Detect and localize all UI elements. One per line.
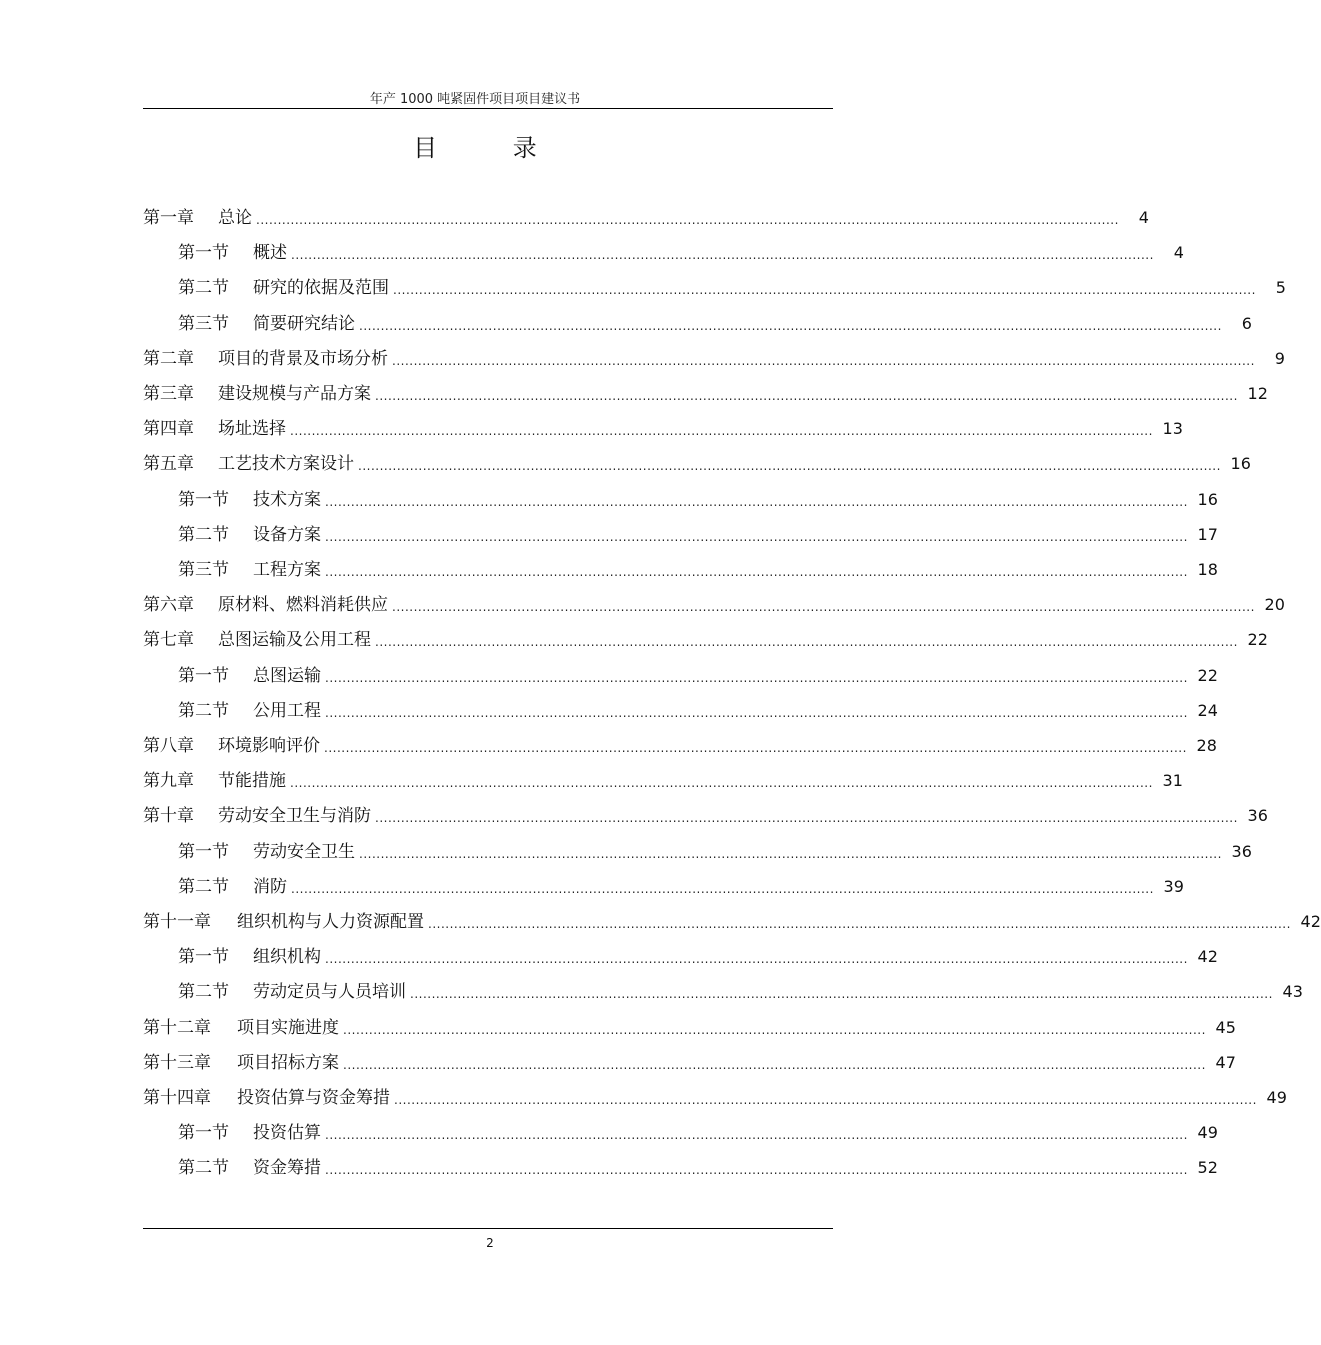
toc-entry-5[interactable] [143,344,1285,370]
toc-entry-number: 第五章 [143,454,194,475]
toc-entry-title: 建设规模与产品方案 [218,384,371,404]
toc-entry-22[interactable] [178,942,1218,968]
toc-dot-leader: ........................................................................................................................................................................................................ [410,987,1273,1002]
toc-entry-number: 第二节 [178,278,229,299]
toc-entry-page: 43 [1282,982,1303,1002]
toc-entry-number: 第二章 [143,348,194,369]
toc-entry-24[interactable] [143,1013,1236,1039]
toc-entry-title: 总图运输及公用工程 [218,630,371,651]
toc-entry-number: 第九章 [143,771,194,792]
toc-dot-leader: ........................................................................................................................................................................................................ [325,494,1188,509]
toc-entry-page: 22 [1247,630,1268,650]
toc-entry-2[interactable] [178,238,1184,264]
toc-entry-number: 第一节 [178,1123,229,1144]
toc-entry-number: 第二节 [178,982,229,1003]
toc-entry-page: 9 [1274,348,1285,368]
toc-entry-page: 16 [1230,454,1251,474]
toc-entry-10[interactable] [178,520,1218,546]
toc-entry-title: 组织机构与人力资源配置 [237,912,424,932]
toc-entry-number: 第十四章 [143,1088,211,1108]
toc-entry-number: 第三章 [143,384,194,404]
toc-entry-14[interactable] [178,661,1218,687]
toc-entry-28[interactable] [178,1153,1218,1179]
toc-dot-leader: ........................................................................................................................................................................................................ [291,881,1154,896]
toc-entry-title: 设备方案 [253,524,321,545]
toc-entry-title: 组织机构 [253,947,321,968]
toc-entry-title: 项目的背景及市场分析 [218,348,388,369]
toc-entry-page: 5 [1275,278,1286,298]
toc-entry-27[interactable] [178,1118,1218,1144]
toc-entry-number: 第二节 [178,524,229,545]
toc-entry-page: 42 [1300,912,1321,931]
toc-entry-title: 劳动安全卫生 [253,841,355,862]
toc-entry-number: 第十二章 [143,1017,211,1038]
toc-entry-title: 项目实施进度 [237,1017,339,1038]
toc-entry-4[interactable] [178,309,1252,335]
toc-dot-leader: ........................................................................................................................................................................................................ [256,213,1119,227]
toc-dot-leader: ........................................................................................................................................................................................................ [375,811,1238,826]
toc-entry-title: 项目招标方案 [237,1052,339,1073]
toc-entry-21[interactable] [143,907,1321,933]
toc-entry-page: 45 [1215,1017,1236,1037]
toc-entry-page: 36 [1247,806,1268,826]
toc-entry-page: 20 [1264,595,1285,615]
toc-entry-title: 概述 [253,243,287,264]
toc-dot-leader: ........................................................................................................................................................................................................ [343,1057,1206,1072]
toc-entry-title: 场址选择 [218,419,286,440]
toc-entry-13[interactable] [143,625,1268,651]
toc-entry-page: 52 [1197,1158,1218,1178]
toc-entry-number: 第十一章 [143,912,211,932]
toc-entry-page: 36 [1231,841,1252,861]
toc-dot-leader: ........................................................................................................................................................................................................ [392,353,1255,368]
toc-entry-page: 18 [1197,560,1218,579]
toc-dot-leader: ........................................................................................................................................................................................................ [325,529,1188,544]
toc-entry-title: 简要研究结论 [253,313,355,334]
toc-entry-title: 环境影响评价 [218,736,320,756]
toc-entry-number: 第一节 [178,947,229,968]
toc-entry-16[interactable] [143,731,1217,757]
toc-entry-18[interactable] [143,801,1268,827]
toc-entry-19[interactable] [178,837,1252,863]
toc-entry-number: 第二节 [178,700,229,721]
toc-dot-leader: ........................................................................................................................................................................................................ [358,459,1221,474]
toc-entry-number: 第四章 [143,419,194,440]
toc-entry-title: 工艺技术方案设计 [218,454,354,475]
toc-entry-page: 4 [1173,243,1184,263]
toc-entry-page: 16 [1197,489,1218,509]
toc-dot-leader: ........................................................................................................................................................................................................ [343,1022,1206,1037]
toc-entry-page: 13 [1162,419,1183,439]
toc-dot-leader: ........................................................................................................................................................................................................ [325,565,1188,579]
running-header: 年产 1000 吨紧固件项目项目建议书 [369,92,581,107]
toc-entry-page: 39 [1163,876,1184,896]
toc-entry-number: 第十三章 [143,1052,211,1073]
toc-entry-page: 47 [1215,1052,1236,1072]
toc-entry-title: 节能措施 [218,771,286,792]
toc-entry-title: 技术方案 [253,489,321,510]
toc-entry-6[interactable] [143,379,1268,405]
toc-entry-number: 第一节 [178,841,229,862]
toc-dot-leader: ........................................................................................................................................................................................................ [325,1128,1188,1143]
toc-dot-leader: ........................................................................................................................................................................................................ [325,705,1188,720]
toc-entry-page: 31 [1162,771,1183,791]
toc-dot-leader: ........................................................................................................................................................................................................ [325,1163,1188,1178]
toc-entry-page: 17 [1197,524,1218,544]
toc-entry-number: 第一节 [178,243,229,264]
toc-entry-title: 资金筹措 [253,1158,321,1179]
toc-entry-23[interactable] [178,977,1303,1003]
toc-entry-number: 第一节 [178,665,229,686]
toc-entry-15[interactable] [178,696,1218,722]
toc-entry-25[interactable] [143,1048,1236,1074]
toc-entry-9[interactable] [178,485,1218,511]
toc-entry-title: 原材料、燃料消耗供应 [218,595,388,616]
toc-entry-11[interactable] [178,555,1218,581]
toc-entry-page: 4 [1138,208,1149,227]
toc-entry-page: 49 [1266,1088,1287,1107]
toc-dot-leader: ........................................................................................................................................................................................................ [324,741,1187,755]
toc-dot-leader: ........................................................................................................................................................................................................ [290,424,1153,439]
toc-entry-20[interactable] [178,872,1184,898]
toc-entry-number: 第一章 [143,208,194,228]
toc-entry-number: 第十章 [143,806,194,827]
toc-entry-number: 第七章 [143,630,194,651]
toc-entry-number: 第六章 [143,595,194,616]
toc-dot-leader: ........................................................................................................................................................................................................ [393,283,1256,298]
toc-dot-leader: ........................................................................................................................................................................................................ [428,917,1291,931]
toc-entry-26[interactable] [143,1083,1287,1109]
toc-entry-page: 42 [1197,947,1218,967]
toc-title: 目 录 [413,134,571,162]
toc-dot-leader: ........................................................................................................................................................................................................ [290,776,1153,791]
toc-dot-leader: ........................................................................................................................................................................................................ [392,600,1255,615]
toc-entry-12[interactable] [143,590,1285,616]
toc-entry-page: 12 [1247,384,1268,403]
toc-dot-leader: ........................................................................................................................................................................................................ [325,670,1188,685]
toc-entry-title: 投资估算与资金筹措 [237,1088,390,1108]
header-divider [143,108,833,109]
toc-entry-3[interactable] [178,273,1286,299]
toc-entry-title: 消防 [253,876,287,897]
toc-entry-page: 6 [1241,313,1252,333]
toc-entry-title: 总论 [218,208,252,228]
toc-entry-page: 24 [1197,700,1218,720]
toc-entry-number: 第二节 [178,1158,229,1179]
page-number: 2 [486,1236,494,1250]
toc-entry-title: 投资估算 [253,1123,321,1144]
toc-dot-leader: ........................................................................................................................................................................................................ [375,635,1238,650]
toc-entry-number: 第一节 [178,489,229,510]
toc-entry-page: 49 [1197,1123,1218,1143]
toc-entry-number: 第二节 [178,876,229,897]
toc-entry-number: 第三节 [178,313,229,334]
toc-entry-title: 总图运输 [253,665,321,686]
toc-entry-title: 劳动安全卫生与消防 [218,806,371,827]
toc-entry-title: 工程方案 [253,560,321,580]
toc-dot-leader: ........................................................................................................................................................................................................ [394,1093,1257,1107]
toc-entry-page: 22 [1197,665,1218,685]
toc-entry-1[interactable] [143,203,1149,229]
toc-entry-number: 第三节 [178,560,229,580]
toc-dot-leader: ........................................................................................................................................................................................................ [359,318,1222,333]
footer-divider [143,1228,833,1229]
toc-entry-number: 第八章 [143,736,194,756]
toc-entry-title: 公用工程 [253,700,321,721]
toc-dot-leader: ........................................................................................................................................................................................................ [291,248,1154,263]
toc-entry-title: 劳动定员与人员培训 [253,982,406,1003]
toc-entry-title: 研究的依据及范围 [253,278,389,299]
toc-dot-leader: ........................................................................................................................................................................................................ [375,389,1238,403]
toc-dot-leader: ........................................................................................................................................................................................................ [359,846,1222,861]
toc-entry-page: 28 [1196,736,1217,755]
toc-entry-7[interactable] [143,414,1183,440]
toc-entry-17[interactable] [143,766,1183,792]
toc-dot-leader: ........................................................................................................................................................................................................ [325,952,1188,967]
toc-entry-8[interactable] [143,449,1251,475]
